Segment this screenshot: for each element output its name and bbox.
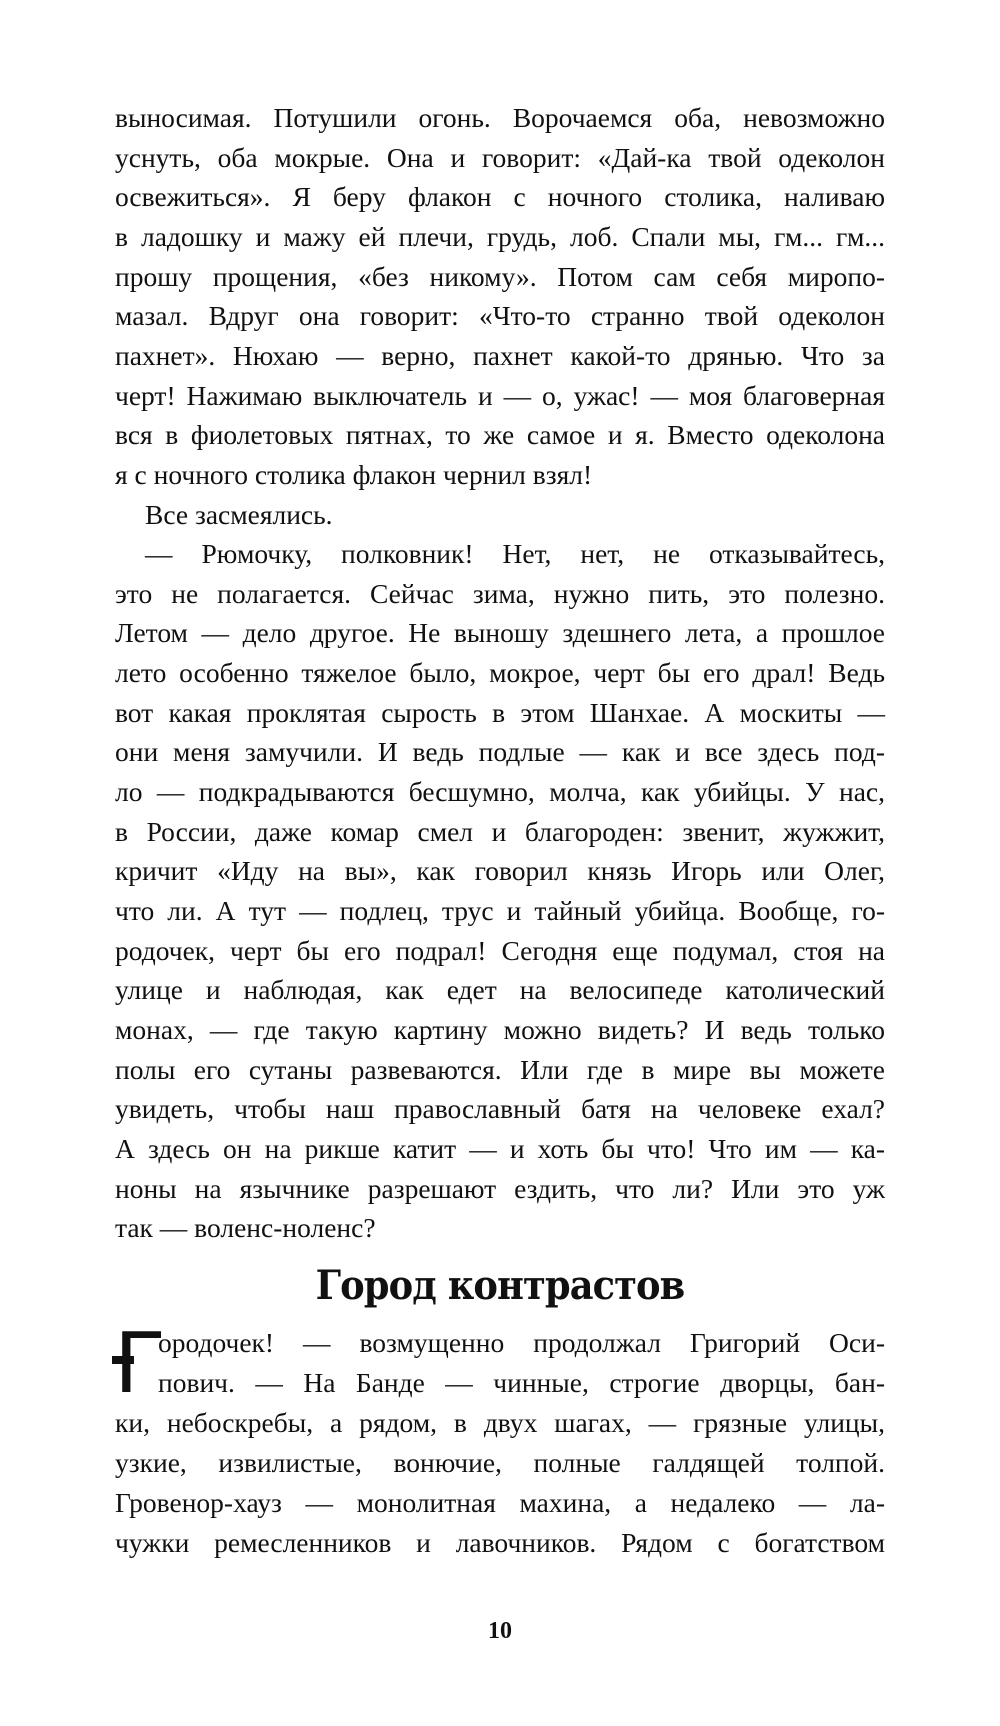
text-line: монах, — где такую картину можно видеть? И ведь только [115, 1013, 885, 1045]
text-line: черт! Нажимаю выключатель и — о, ужас! — моя благоверная [115, 379, 885, 411]
text-line: выносимая. Потушили огонь. Ворочаемся оба, невозможно [115, 102, 885, 133]
text-line: ло — подкрадываются бесшумно, молча, как убийцы. У нас, [115, 776, 885, 808]
text-line: Летом — дело другое. Не выношу здешнего лета, а прошлое [115, 617, 885, 649]
text-line: мазал. Вдруг она говорит: «Что-то странно твой одеколон [115, 300, 885, 332]
text-line: Гровенор-хауз — монолитная махина, а недалеко — ла- [115, 1487, 885, 1518]
text-line: чужки ремесленников и лавочников. Рядом с богатством [115, 1527, 885, 1558]
text-line: — Рюмочку, полковник! Нет, нет, не отказывайтесь, [145, 538, 885, 570]
text-line: улице и наблюдая, как едет на велосипеде католический [115, 974, 885, 1006]
drop-cap: Г [115, 1312, 163, 1411]
text-line: ородочек! — возмущенно продолжал Григорий Оси- [158, 1327, 885, 1358]
text-line: пахнет». Нюхаю — верно, пахнет какой-то дрянью. Что за [115, 339, 885, 371]
text-line: что ли. А тут — подлец, трус и тайный убийца. Вообще, го- [115, 895, 885, 926]
text-line: прошу прощения, «без никому». Потом сам себя миропо- [115, 260, 885, 292]
text-line: кричит «Иду на вы», как говорил князь Игорь или Олег, [115, 855, 885, 887]
text-line: в ладошку и мажу ей плечи, грудь, лоб. Спали мы, гм... гм... [115, 220, 885, 252]
page-number: 10 [488, 1618, 512, 1644]
text-line: так — воленс-ноленс? [115, 1212, 376, 1244]
text-line: пович. — На Банде — чинные, строгие дворцы, бан- [158, 1367, 885, 1398]
text-line: я с ночного столика флакон чернил взял! [115, 458, 593, 490]
text-line: лето особенно тяжелое было, мокрое, черт бы его драл! Ведь [115, 657, 885, 689]
text-line: освежиться». Я беру флакон с ночного столика, наливаю [115, 181, 885, 213]
text-line: уснуть, оба мокрые. Она и говорит: «Дай-ка твой одеколон [115, 141, 885, 173]
text-line: Все засмеялись. [145, 498, 333, 530]
text-line: в России, даже комар смел и благороден: звенит, жужжит, [115, 815, 885, 847]
text-line: ки, небоскребы, а рядом, в двух шагах, — грязные улицы, [115, 1407, 885, 1438]
text-line: узкие, извилистые, вонючие, полные галдящей толпой. [115, 1447, 885, 1478]
text-line: полы его сутаны развеваются. Или где в мире вы можете [115, 1053, 885, 1085]
text-line: они меня замучили. И ведь подлые — как и все здесь под- [115, 736, 885, 768]
section-heading: Город контрастов [315, 1262, 685, 1309]
text-line: вот какая проклятая сырость в этом Шанхае. А москиты — [115, 696, 885, 728]
text-line: увидеть, чтобы наш православный батя на человеке ехал? [115, 1093, 885, 1125]
text-line: родочек, черт бы его подрал! Сегодня еще подумал, стоя на [115, 934, 885, 966]
text-line: вся в фиолетовых пятнах, то же самое и я. Вместо одеколона [115, 419, 885, 451]
text-line: это не полагается. Сейчас зима, нужно пить, это полезно. [115, 577, 885, 609]
text-line: А здесь он на рикше катит — и хоть бы что! Что им — ка- [115, 1132, 885, 1164]
text-line: ноны на язычнике разрешают ездить, что ли? Или это уж [115, 1172, 885, 1204]
